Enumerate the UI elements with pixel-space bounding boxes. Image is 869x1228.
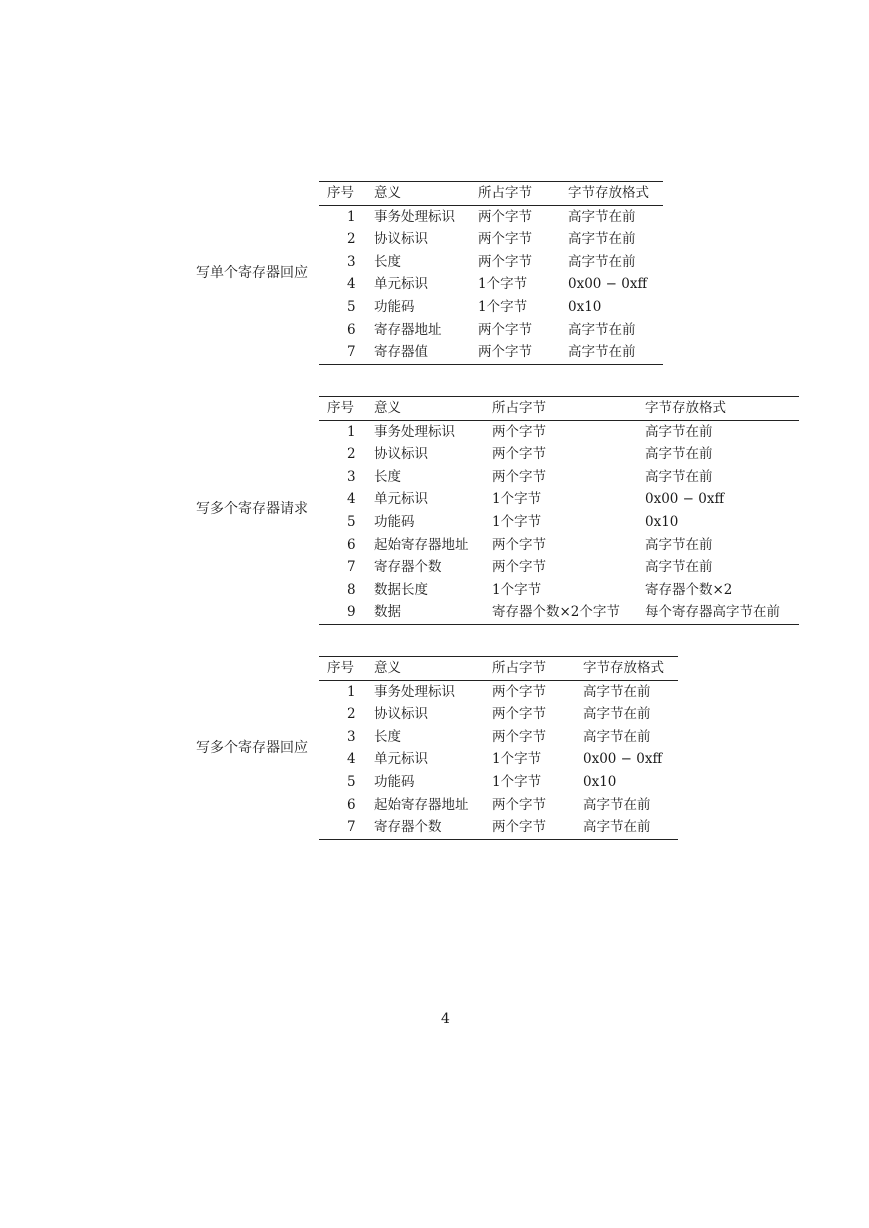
table-row [319,680,678,703]
column-header: 字节存放格式 [645,400,726,416]
byte-size: 1个字节 [492,491,542,508]
byte-format: 高字节在前 [568,253,636,270]
field-meaning: 起始寄存器地址 [374,536,469,553]
row-number: 1 [347,683,356,700]
field-meaning: 长度 [374,468,401,485]
byte-size: 两个字节 [478,231,532,248]
field-meaning: 长度 [374,728,401,745]
row-number: 3 [347,728,356,745]
byte-size: 两个字节 [492,796,546,813]
byte-format: 高字节在前 [583,706,651,723]
byte-format: 高字节在前 [568,231,636,248]
field-meaning: 长度 [374,253,401,270]
row-number: 6 [347,321,356,338]
field-meaning: 寄存器值 [374,344,428,361]
row-number: 5 [347,298,356,315]
row-number: 4 [347,491,356,508]
byte-size: 1个字节 [492,581,542,598]
table-row [319,601,799,624]
table-row [319,534,799,557]
row-number: 7 [347,819,356,836]
field-meaning: 寄存器个数 [374,819,442,836]
field-meaning: 事务处理标识 [374,208,455,225]
row-number: 2 [347,706,356,723]
field-meaning: 寄存器个数 [374,559,442,576]
table-row [319,511,799,534]
byte-format: 高字节在前 [583,819,651,836]
row-number: 3 [347,253,356,270]
field-meaning: 功能码 [374,298,415,315]
column-header: 序号 [327,185,354,201]
table-row [319,726,678,749]
section-label-write-multiple-registers-request: 写多个寄存器请求 [196,501,308,517]
table-row [319,251,663,274]
table-row [319,748,678,771]
field-meaning: 协议标识 [374,231,428,248]
table-row [319,420,799,443]
byte-size: 两个字节 [492,728,546,745]
row-number: 7 [347,559,356,576]
field-meaning: 事务处理标识 [374,683,455,700]
field-meaning: 数据 [374,604,401,621]
table-row [319,273,663,296]
byte-size: 两个字节 [492,559,546,576]
byte-format: 每个寄存器高字节在前 [645,604,780,621]
field-meaning: 功能码 [374,513,415,530]
field-meaning: 事务处理标识 [374,423,455,440]
field-meaning: 单元标识 [374,751,428,768]
table-write-multiple-registers-response [319,656,678,840]
table-write-multiple-registers-request [319,396,799,625]
byte-format: 寄存器个数×2 [645,581,733,598]
column-header: 意义 [374,185,401,201]
column-header: 意义 [374,400,401,416]
byte-size: 两个字节 [492,819,546,836]
table-row [319,466,799,489]
byte-format: 高字节在前 [645,446,713,463]
row-number: 2 [347,446,356,463]
row-number: 5 [347,773,356,790]
byte-format: 高字节在前 [568,208,636,225]
byte-size: 两个字节 [492,706,546,723]
row-number: 1 [347,208,356,225]
row-number: 3 [347,468,356,485]
byte-size: 两个字节 [492,446,546,463]
byte-size: 两个字节 [478,321,532,338]
table-row [319,794,678,817]
byte-size: 1个字节 [478,276,528,293]
table-header-row [319,397,799,421]
column-header: 意义 [374,660,401,676]
byte-size: 两个字节 [492,683,546,700]
column-header: 所占字节 [492,660,546,676]
field-meaning: 数据长度 [374,581,428,598]
row-number: 1 [347,423,356,440]
byte-format: 高字节在前 [645,468,713,485]
field-meaning: 单元标识 [374,491,428,508]
field-meaning: 协议标识 [374,706,428,723]
column-header: 序号 [327,400,354,416]
column-header: 所占字节 [478,185,532,201]
column-header: 字节存放格式 [568,185,649,201]
table-row [319,296,663,319]
byte-format: 0x00 − 0xff [568,276,648,293]
table-row [319,703,678,726]
column-header: 所占字节 [492,400,546,416]
byte-size: 两个字节 [478,253,532,270]
row-number: 6 [347,536,356,553]
table-header-row [319,657,678,681]
table-row [319,556,799,579]
byte-format: 0x10 [568,298,602,315]
byte-format: 高字节在前 [568,321,636,338]
section-label-write-multiple-registers-response: 写多个寄存器回应 [196,740,308,756]
byte-size: 1个字节 [492,751,542,768]
byte-format: 高字节在前 [583,683,651,700]
byte-format: 0x00 − 0xff [583,751,663,768]
byte-format: 高字节在前 [645,423,713,440]
byte-size: 1个字节 [492,513,542,530]
table-row [319,228,663,251]
row-number: 4 [347,276,356,293]
byte-format: 高字节在前 [583,796,651,813]
row-number: 7 [347,344,356,361]
byte-format: 0x10 [645,513,679,530]
field-meaning: 寄存器地址 [374,321,442,338]
byte-format: 高字节在前 [568,344,636,361]
row-number: 9 [347,604,356,621]
byte-size: 两个字节 [492,468,546,485]
field-meaning: 起始寄存器地址 [374,796,469,813]
row-number: 5 [347,513,356,530]
column-header: 字节存放格式 [583,660,664,676]
byte-format: 高字节在前 [583,728,651,745]
table-row [319,443,799,466]
table-row [319,488,799,511]
page-number: 4 [441,1011,450,1027]
byte-size: 两个字节 [478,344,532,361]
section-label-write-single-register-response: 写单个寄存器回应 [196,265,308,281]
table-row [319,816,678,839]
byte-format: 0x00 − 0xff [645,491,725,508]
field-meaning: 功能码 [374,773,415,790]
byte-size: 两个字节 [478,208,532,225]
byte-size: 1个字节 [478,298,528,315]
row-number: 2 [347,231,356,248]
field-meaning: 单元标识 [374,276,428,293]
column-header: 序号 [327,660,354,676]
table-header-row [319,182,663,206]
byte-size: 1个字节 [492,773,542,790]
field-meaning: 协议标识 [374,446,428,463]
byte-size: 寄存器个数×2个字节 [492,604,620,621]
table-row [319,341,663,364]
table-row [319,205,663,228]
table-row [319,771,678,794]
byte-size: 两个字节 [492,536,546,553]
byte-format: 高字节在前 [645,559,713,576]
byte-size: 两个字节 [492,423,546,440]
row-number: 4 [347,751,356,768]
table-write-single-register-response [319,181,663,365]
row-number: 6 [347,796,356,813]
byte-format: 高字节在前 [645,536,713,553]
table-row [319,579,799,602]
row-number: 8 [347,581,356,598]
byte-format: 0x10 [583,773,617,790]
table-row [319,319,663,342]
